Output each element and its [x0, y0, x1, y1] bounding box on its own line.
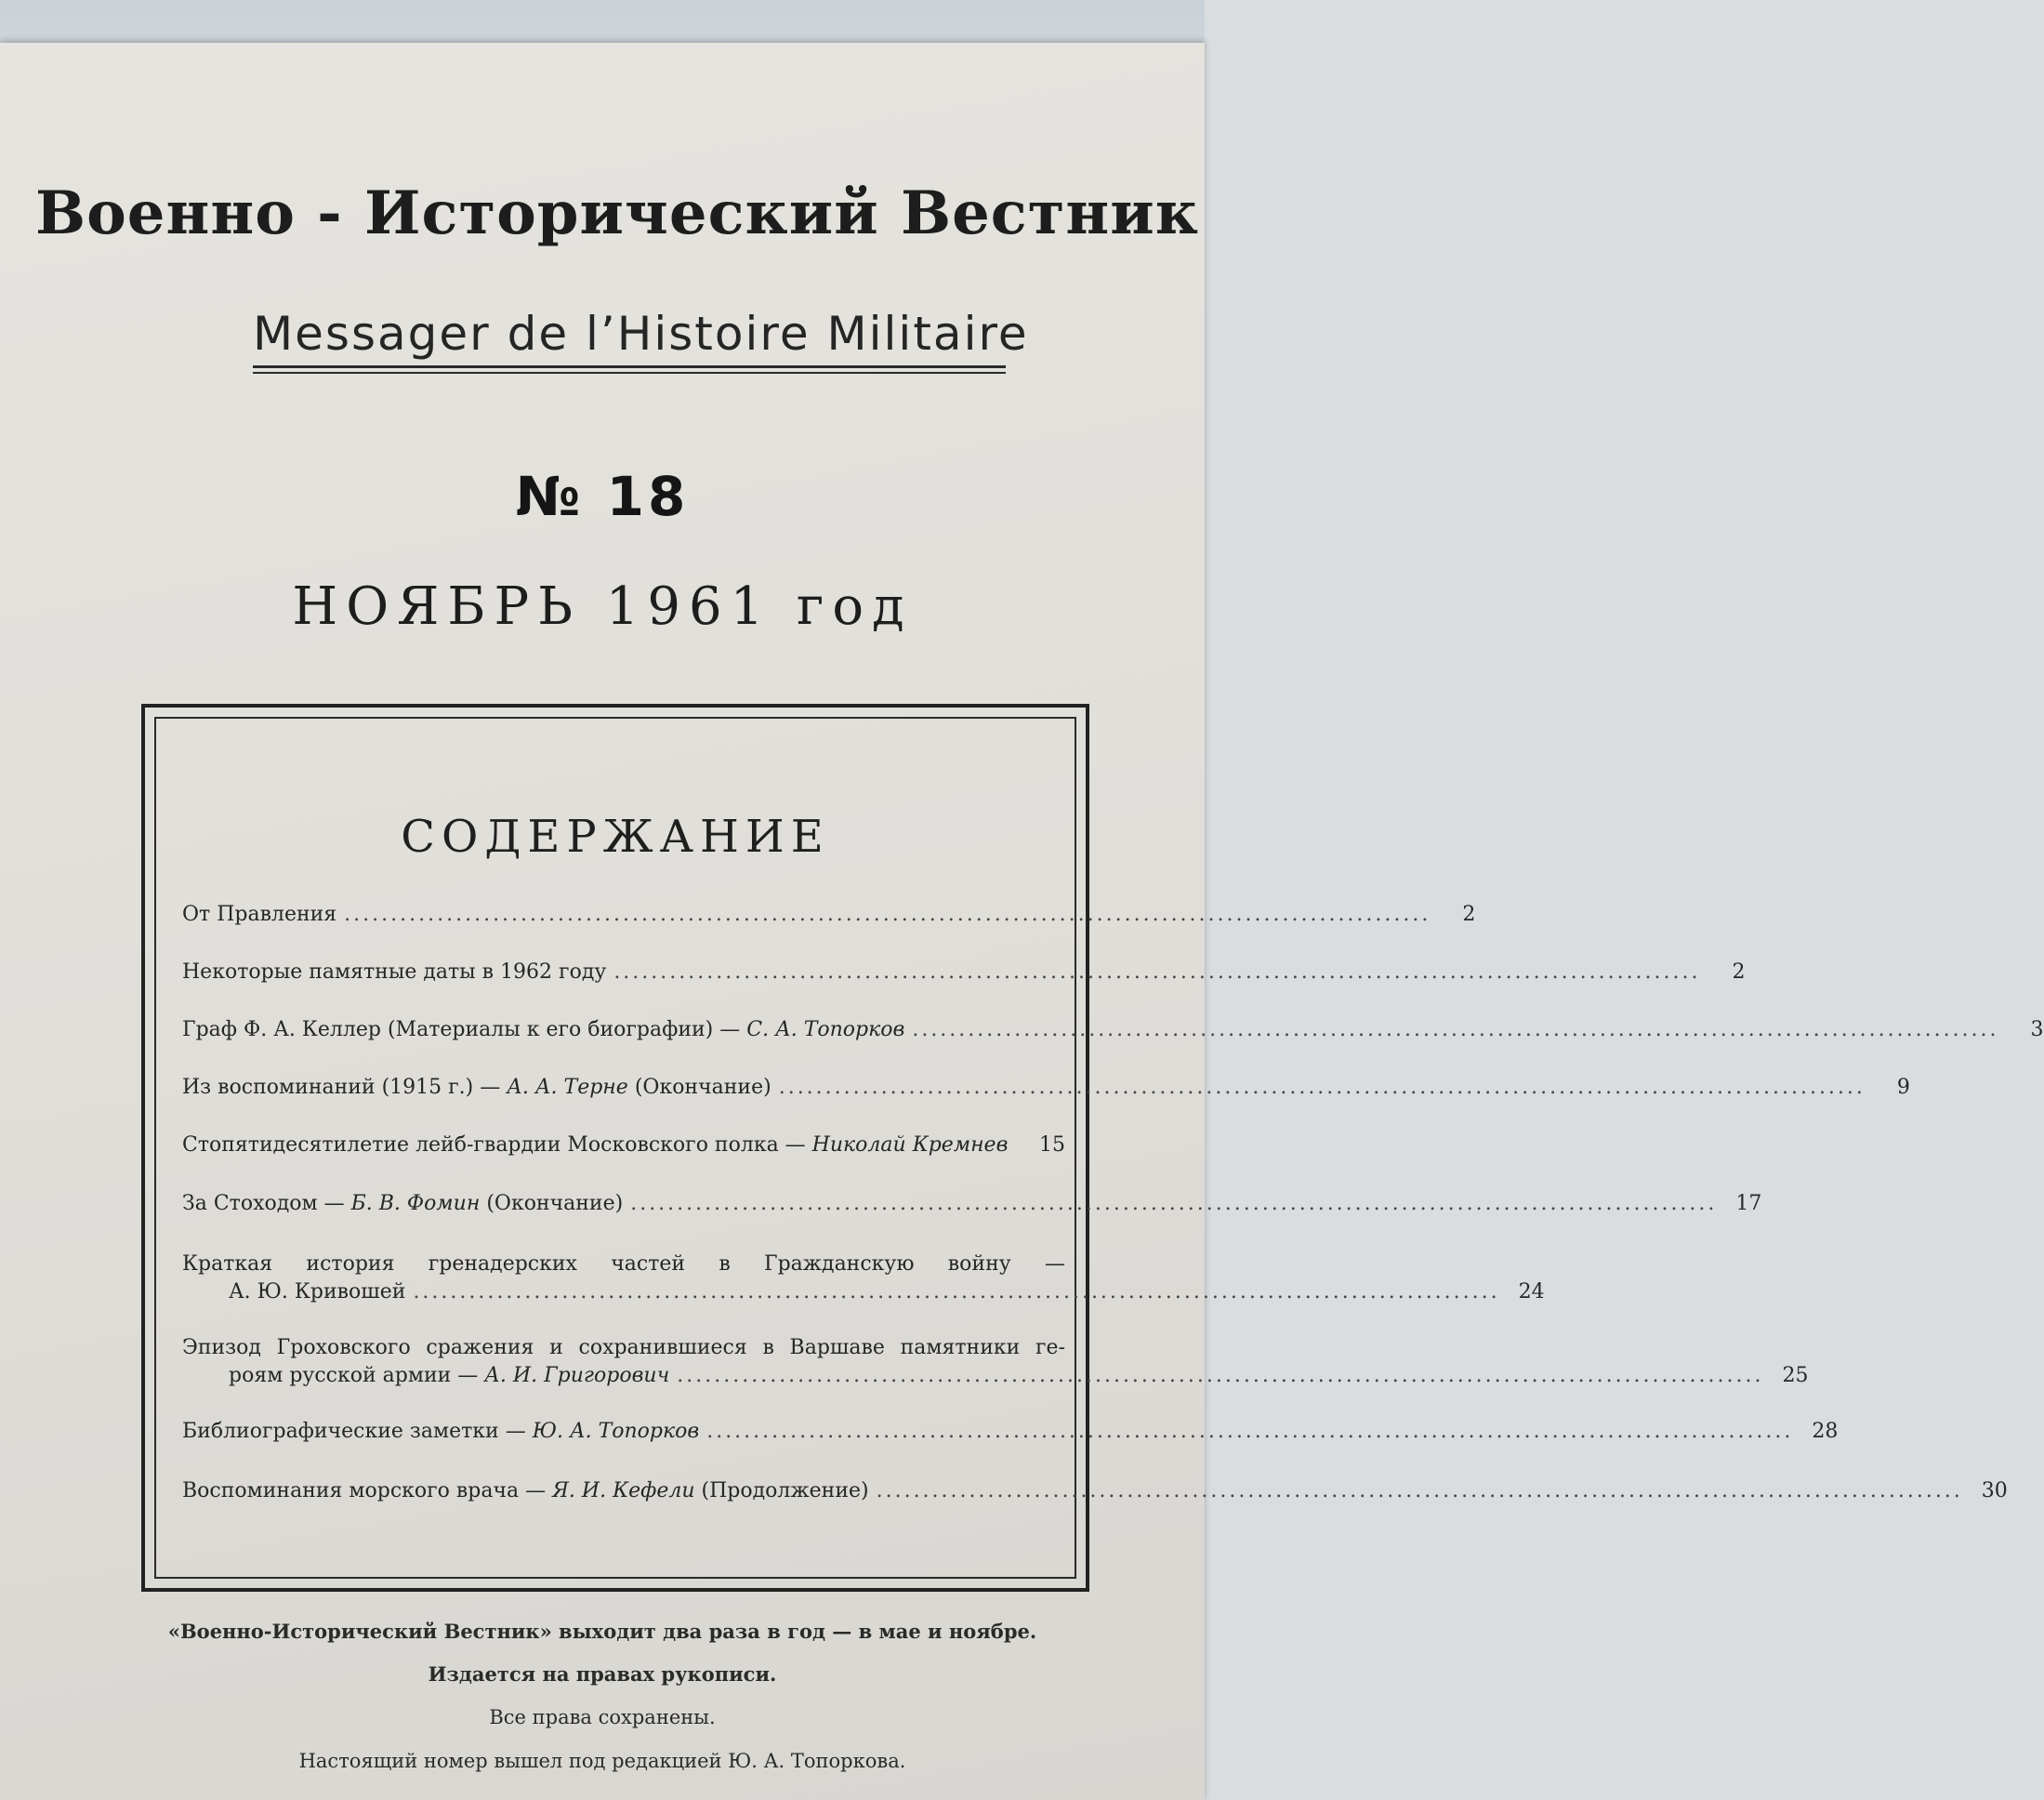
leader-dots: .....................................................................................................................: [706, 1420, 1794, 1443]
leader-dots: .....................................................................................................................: [876, 1479, 1963, 1502]
journal-subtitle: Messager de l’Histoire Militaire: [253, 307, 1029, 361]
toc-page-number: 15: [1039, 1133, 1065, 1157]
toc-entry-title: Из воспоминаний (1915 г.) —: [182, 1076, 508, 1099]
toc-page-number: 17: [1735, 1192, 1762, 1215]
toc-entry-note: (Окончание): [627, 1076, 771, 1099]
copyright-note: Все права сохранены.: [489, 1706, 716, 1728]
toc-entry-author: Ю. А. Топорков: [532, 1420, 700, 1443]
toc-entry-title: Стопятидесятилетие лейб-гвардии Московского полка —: [182, 1133, 812, 1157]
toc-entry-author: Николай Кремнев: [811, 1133, 1009, 1157]
toc-entry[interactable]: [182, 1074, 1910, 1102]
toc-entry-title: Некоторые памятные даты в 1962 году: [182, 960, 607, 984]
toc-entry[interactable]: [182, 1016, 2044, 1044]
leader-dots: .....................................................................................................................: [778, 1076, 1866, 1099]
publication-rights-note: Издается на правах рукописи.: [428, 1662, 777, 1686]
subtitle-underline-second: [253, 372, 1006, 374]
leader-dots: .....................................................................................................................: [613, 960, 1701, 984]
toc-entry-title: За Стоходом —: [182, 1192, 351, 1215]
contents-heading: СОДЕРЖАНИЕ: [401, 811, 830, 863]
journal-title: Военно - Исторический Вестник: [35, 179, 1199, 248]
toc-entry[interactable]: [182, 959, 1746, 986]
toc-entry-title: Краткая история гренадерских частей в Гражданскую войну —: [182, 1252, 1065, 1276]
toc-entry-author: С. А. Топорков: [746, 1018, 905, 1041]
toc-page-number: 9: [1896, 1076, 1910, 1099]
toc-page-number: 25: [1782, 1364, 1809, 1387]
toc-entry-author: А. Ю. Кривошей: [229, 1280, 406, 1304]
toc-entry[interactable]: [182, 1190, 1762, 1218]
toc-entry-note: (Продолжение): [694, 1479, 869, 1502]
toc-entry-author: А. И. Григорович: [484, 1364, 670, 1387]
editor-note: Настоящий номер вышел под редакцией Ю. А. Топоркова.: [298, 1750, 906, 1772]
toc-entry-author: А. А. Терне: [507, 1076, 628, 1099]
toc-page-number: 2: [1462, 903, 1476, 926]
toc-entry-title: От Правления: [182, 903, 337, 926]
toc-entry[interactable]: [182, 901, 1476, 929]
issue-number: № 18: [515, 465, 690, 528]
toc-page-number: 28: [1812, 1420, 1839, 1443]
toc-entry-title: Эпизод Гроховского сражения и сохранившиеся в Варшаве памятники ге-: [182, 1336, 1065, 1359]
leader-dots: .....................................................................................................................: [344, 903, 1431, 926]
leader-dots: .....................................................................................................................: [912, 1018, 1999, 1041]
toc-entry[interactable]: [182, 1251, 1545, 1306]
issue-date: НОЯБРЬ 1961 год: [292, 576, 913, 637]
toc-entry-note: (Окончание): [480, 1192, 624, 1215]
toc-entry[interactable]: [182, 1418, 1839, 1446]
subtitle-underline: [253, 365, 1006, 368]
toc-entry-title: Граф Ф. А. Келлер (Материалы к его биографии) —: [182, 1018, 747, 1041]
leader-dots: .....................................................................................................................: [413, 1280, 1500, 1304]
toc-page-number: 24: [1518, 1280, 1545, 1304]
toc-page-number: 2: [1732, 960, 1746, 984]
toc-entry-title: Воспоминания морского врача —: [182, 1479, 553, 1502]
publication-frequency-note: «Военно-Исторический Вестник» выходит два раза в год — в мае и ноябре.: [167, 1620, 1037, 1643]
leader-dots: .....................................................................................................................: [677, 1364, 1764, 1387]
toc-entry[interactable]: [182, 1477, 2008, 1505]
toc-entry-author: Б. В. Фомин: [350, 1192, 481, 1215]
toc-entry[interactable]: [182, 1334, 1809, 1390]
toc-entry-title: Библиографические заметки —: [182, 1420, 533, 1443]
toc-entry[interactable]: [182, 1132, 1065, 1159]
toc-entry-author: Я. И. Кефели: [552, 1479, 695, 1502]
toc-page-number: 3: [2030, 1018, 2044, 1041]
leader-dots: .....................................................................................................................: [630, 1192, 1718, 1215]
toc-entry-title-continued: роям русской армии —: [229, 1364, 485, 1387]
toc-page-number: 30: [1981, 1479, 2008, 1502]
